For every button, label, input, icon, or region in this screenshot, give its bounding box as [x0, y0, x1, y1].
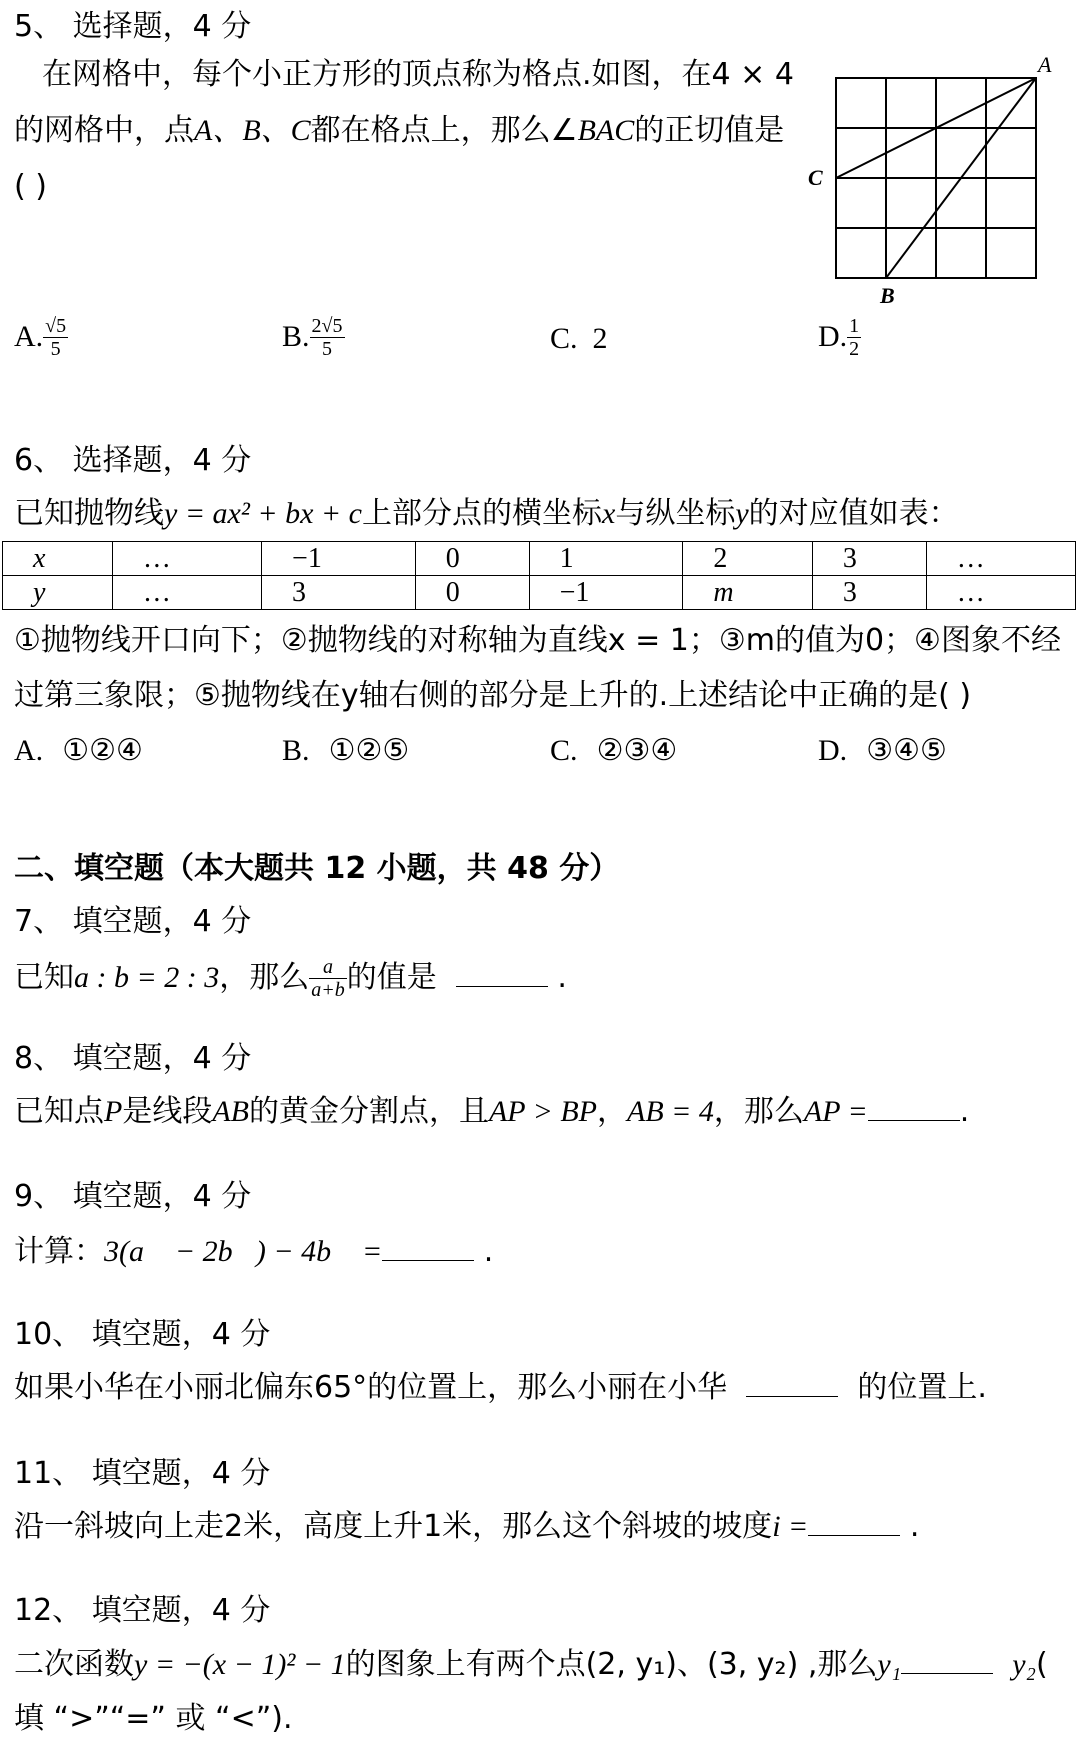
q5-option-b-num: 2√5: [311, 315, 343, 337]
q7-text-a: 已知: [14, 960, 74, 995]
q5-label-b: B: [880, 283, 895, 308]
q8-text-e: 的黄金分割点，且: [248, 1094, 489, 1129]
q7-text-c: ，那么: [219, 960, 310, 995]
q6-option-a-letter: A.: [14, 734, 44, 767]
section2-title: 二、填空题（本大题共 12 小题，共 48 分）: [14, 851, 620, 886]
table-cell: 2: [683, 542, 813, 576]
table-cell: 0: [415, 542, 529, 576]
q5-option-d-den: 2: [849, 338, 860, 360]
q9-text-a: 计算：: [14, 1234, 104, 1269]
q12-line2: 填 “>”“=” 或 “<”).: [14, 1701, 293, 1736]
q6-option-c-letter: C.: [550, 734, 578, 767]
q10-text-a: 如果小华在小丽北偏东65°的位置上，那么小丽在小华: [14, 1370, 728, 1405]
table-cell: …: [112, 542, 261, 576]
q11-body: [14, 1508, 919, 1546]
q6-header: 6、 选择题，4 分: [14, 443, 252, 478]
q7-frac-den: a+b: [311, 979, 345, 1001]
q11-text-a: 沿一斜坡向上走2米，高度上升1米，那么这个斜坡的坡度: [14, 1509, 773, 1544]
q10-body: [14, 1369, 987, 1407]
q5-option-a-fraction: [43, 315, 68, 360]
q10-answer-blank[interactable]: [746, 1370, 838, 1397]
q12-answer-blank[interactable]: [901, 1647, 993, 1674]
q11-answer-blank[interactable]: [808, 1509, 900, 1536]
q11-slope: i =: [772, 1510, 809, 1543]
q9-body: [14, 1233, 493, 1271]
q6-option-c-text: ②③④: [596, 733, 678, 768]
table-cell: −1: [529, 576, 683, 610]
q6-line1-e: 与纵坐标: [615, 496, 736, 531]
q5-header: 5、 选择题，4 分: [14, 9, 252, 44]
q7-body: [14, 956, 567, 1001]
q5-label-a: A: [1038, 55, 1052, 77]
table-row: [3, 576, 1076, 610]
q6-line1-g: 的对应值如表：: [748, 496, 959, 531]
q11-end: .: [909, 1509, 920, 1544]
q6-option-b-letter: B.: [282, 734, 310, 767]
q5-line2: [14, 112, 784, 150]
q8-answer-blank[interactable]: [868, 1094, 960, 1121]
q5-option-b-fraction: [310, 315, 345, 360]
q8-point-p: P: [104, 1095, 123, 1128]
q12-y1: y₁: [877, 1648, 902, 1681]
table-cell: 3: [262, 576, 416, 610]
q9-end: .: [483, 1234, 494, 1269]
q12-text-a: 二次函数: [14, 1647, 134, 1682]
q8-length: AB = 4: [627, 1095, 714, 1128]
q7-frac-num: a: [309, 956, 347, 979]
q5-option-d-letter: D.: [818, 320, 848, 353]
q8-header: 8、 填空题，4 分: [14, 1041, 252, 1076]
q6-option-b-text: ①②⑤: [328, 733, 410, 768]
q9-header: 9、 填空题，4 分: [14, 1179, 252, 1214]
q6-line1-c: 上部分点的横坐标: [362, 496, 602, 531]
q8-inequality: AP > BP: [488, 1095, 597, 1128]
table-cell: …: [926, 576, 1075, 610]
q5-grid-figure: [800, 55, 1070, 315]
q5-option-d-num: 1: [849, 315, 860, 337]
q5-line2-a: 的网格中，点: [14, 113, 194, 148]
q5-line1: 在网格中，每个小正方形的顶点称为格点.如图，在4 × 4: [42, 57, 794, 92]
q5-option-a-num: √5: [45, 315, 67, 337]
q6-line1-a: 已知抛物线: [14, 496, 164, 531]
q6-equation: y = ax² + bx + c: [164, 497, 362, 530]
q8-text-c: 是线段: [122, 1094, 213, 1129]
table-cell: …: [112, 576, 261, 610]
q12-text-c: 的图象上有两个点(2, y₁)、(3, y₂) ,那么: [345, 1647, 878, 1682]
q12-body: [14, 1646, 1048, 1684]
q6-option-d-text: ③④⑤: [866, 733, 947, 768]
q5-option-b-letter: B.: [282, 320, 310, 353]
q5-option-a[interactable]: [14, 315, 68, 360]
q5-option-b-den: 5: [322, 338, 332, 360]
q5-option-c-text: 2: [592, 322, 608, 355]
q8-end: .: [959, 1094, 970, 1129]
table-cell: 3: [812, 576, 926, 610]
q5-option-a-letter: A.: [14, 320, 44, 353]
q8-body: [14, 1093, 969, 1131]
q12-text-f: (: [1035, 1647, 1048, 1682]
q11-header: 11、 填空题，4 分: [14, 1456, 271, 1491]
q6-line1: [14, 495, 959, 533]
q5-option-b[interactable]: [282, 315, 345, 360]
q7-end: .: [557, 960, 567, 995]
q5-bracket: ( ): [14, 169, 47, 204]
q5-line2-c: 都在格点上，那么∠: [310, 113, 578, 148]
q12-header: 12、 填空题，4 分: [14, 1593, 271, 1628]
table-cell: 0: [415, 576, 529, 610]
q6-option-c[interactable]: [550, 732, 677, 770]
q7-text-d: 的值是: [346, 960, 437, 995]
table-cell: 3: [812, 542, 926, 576]
q5-angle: BAC: [577, 114, 635, 147]
q6-var-y: y: [735, 497, 749, 530]
q7-answer-blank[interactable]: [456, 960, 548, 987]
q9-answer-blank[interactable]: [382, 1234, 474, 1261]
q5-points: A、B、C: [194, 114, 311, 147]
q8-ap: AP =: [803, 1095, 868, 1128]
table-row: [3, 542, 1076, 576]
q6-line2: ①抛物线开口向下；②抛物线的对称轴为直线x = 1；③m的值为0；④图象不经: [14, 623, 1061, 658]
q5-option-d-fraction: [847, 315, 861, 360]
q8-segment: AB: [212, 1095, 249, 1128]
q5-option-c-letter: C.: [550, 322, 578, 355]
q6-option-a[interactable]: [14, 732, 143, 770]
q10-text-b: 的位置上.: [857, 1370, 987, 1405]
q6-option-b[interactable]: [282, 732, 409, 770]
q6-option-a-text: ①②④: [62, 733, 143, 768]
q6-var-x: x: [602, 497, 616, 530]
q8-text-i: ，那么: [713, 1094, 804, 1129]
q8-text-g: ，: [597, 1094, 627, 1129]
q5-label-c: C: [808, 165, 823, 190]
table-cell: y: [3, 576, 113, 610]
q6-line3: 过第三象限；⑤抛物线在y轴右侧的部分是上升的.上述结论中正确的是( ): [14, 678, 972, 713]
q7-ratio: a : b = 2 : 3: [74, 961, 220, 994]
q5-option-a-den: 5: [50, 338, 61, 360]
q10-header: 10、 填空题，4 分: [14, 1317, 271, 1352]
table-cell: −1: [262, 542, 416, 576]
q7-fraction: [309, 956, 347, 1001]
q12-y2: y₂: [1012, 1648, 1036, 1681]
q6-option-d-letter: D.: [818, 734, 848, 767]
q5-line2-e: 的正切值是: [634, 113, 785, 148]
q8-text-a: 已知点: [14, 1094, 104, 1129]
q6-value-table: [2, 541, 1076, 610]
q12-function: y = −(x − 1)² − 1: [134, 1648, 346, 1681]
table-cell: …: [926, 542, 1075, 576]
table-cell: m: [683, 576, 813, 610]
q5-option-c[interactable]: [550, 320, 608, 358]
q5-option-d[interactable]: [818, 315, 861, 360]
q7-header: 7、 填空题，4 分: [14, 904, 252, 939]
table-cell: x: [3, 542, 113, 576]
q9-expression: 3(a⃗ − 2b⃗) − 4b⃗ =: [104, 1235, 383, 1268]
table-cell: 1: [529, 542, 683, 576]
q6-option-d[interactable]: [818, 732, 947, 770]
